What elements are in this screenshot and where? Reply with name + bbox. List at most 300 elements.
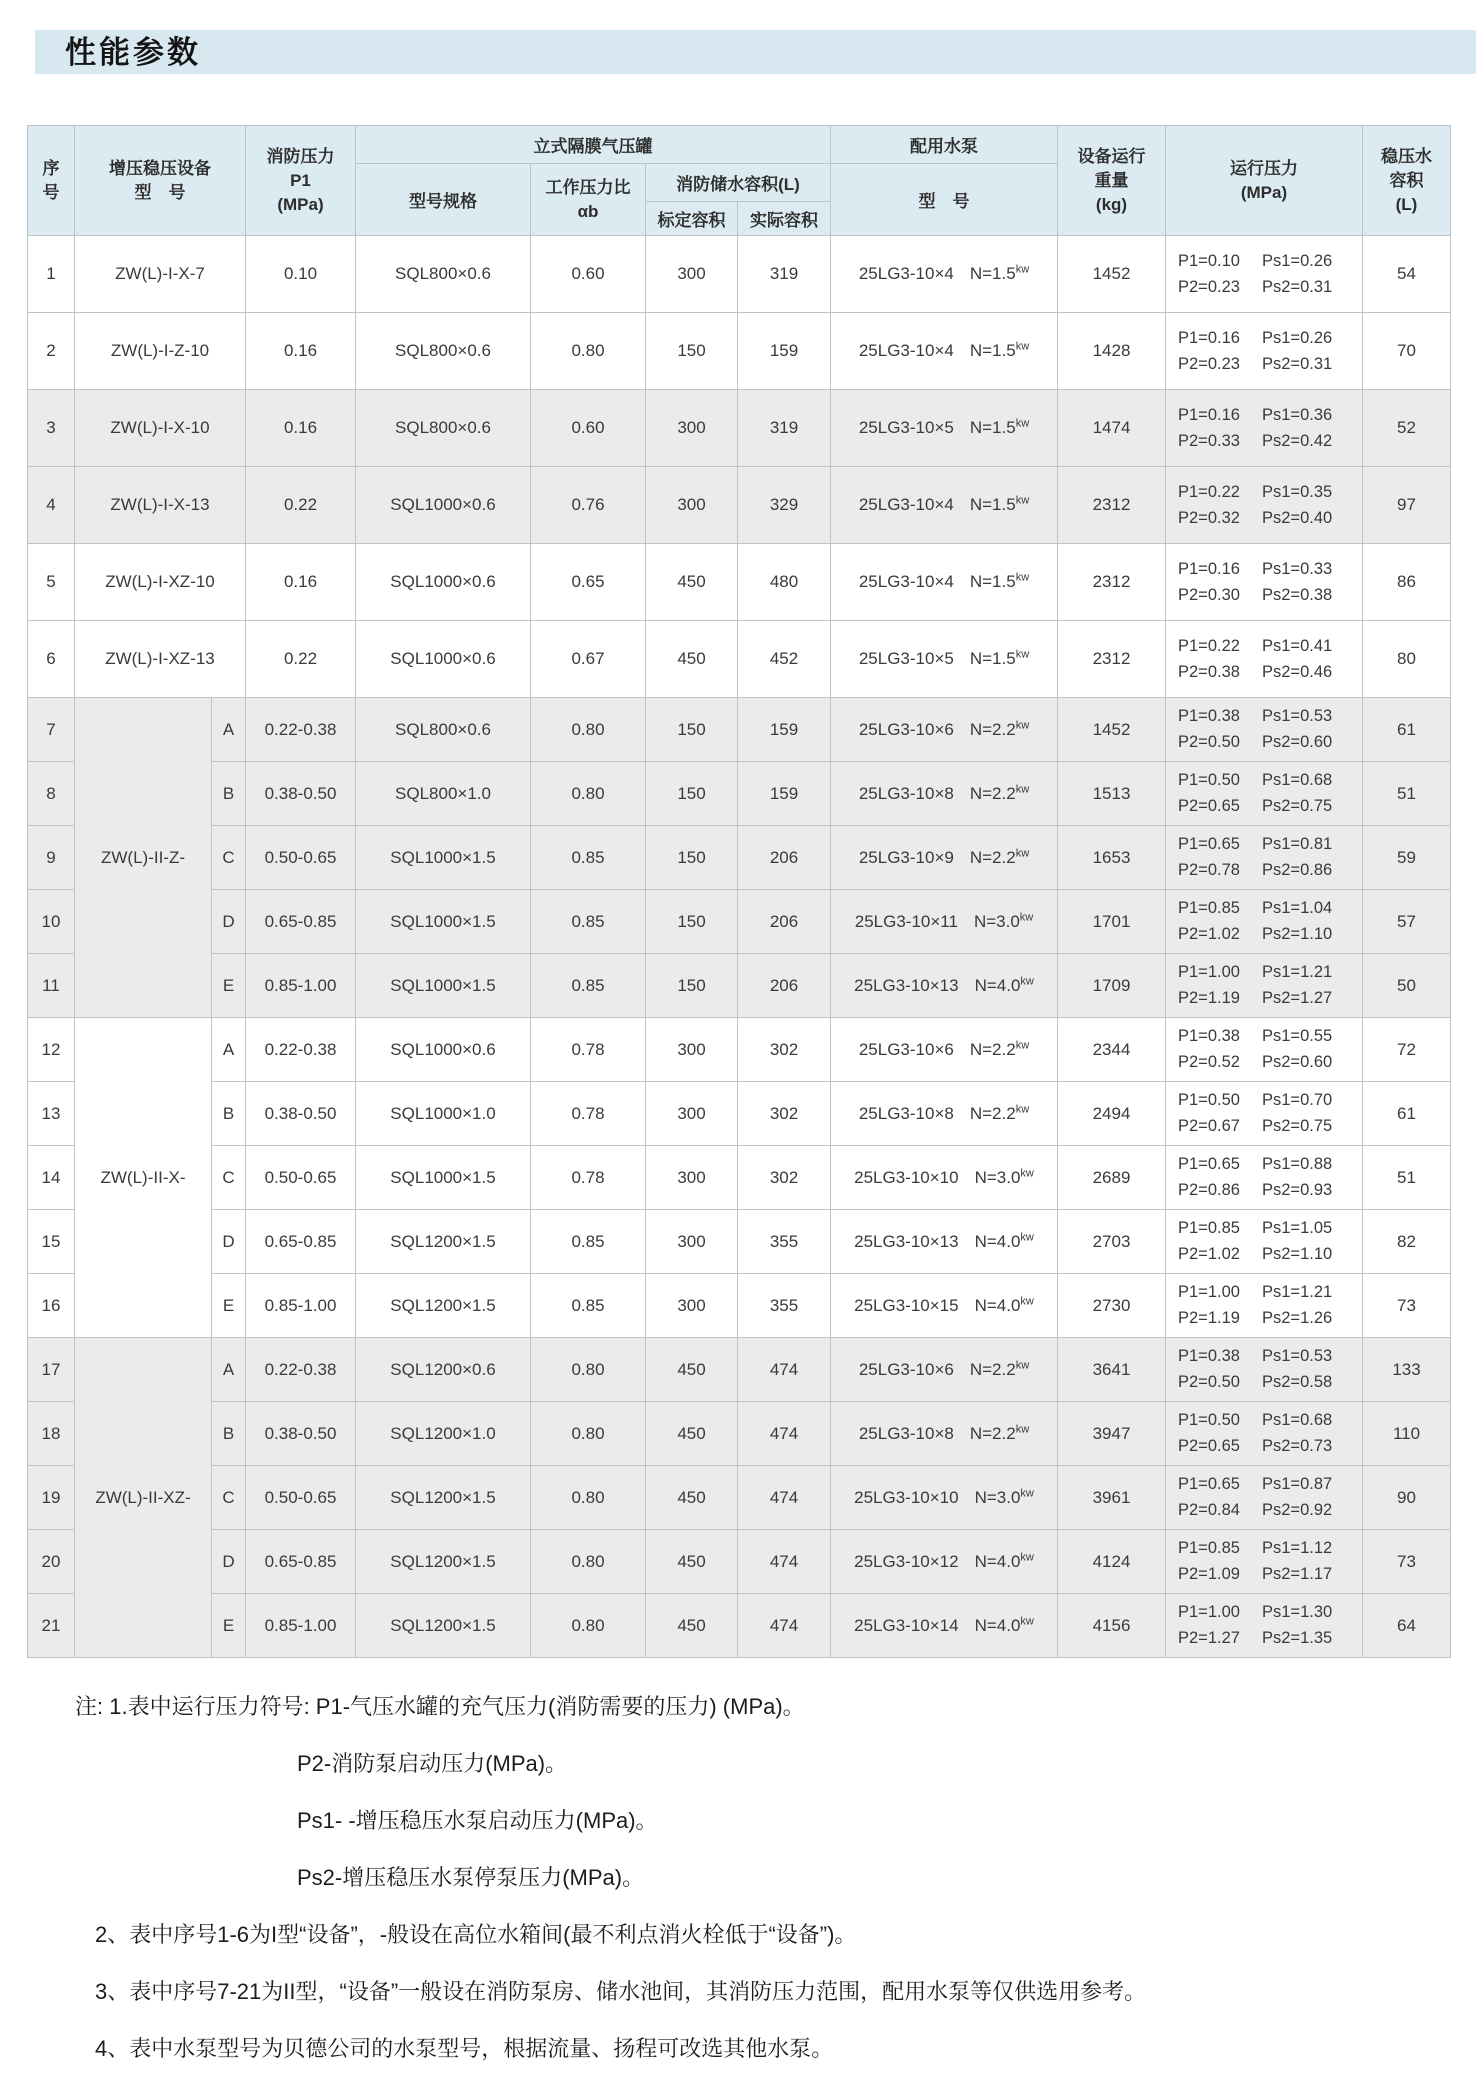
pressure-value: Ps1=0.35	[1262, 482, 1333, 501]
run-pressure-cell	[1166, 1274, 1363, 1338]
pump-model: 25LG3-10×13	[854, 975, 959, 995]
spec-cell: SQL800×0.6	[356, 698, 531, 762]
table-row	[28, 1338, 1451, 1402]
work-ratio-cell: 0.60	[531, 236, 646, 313]
stable-volume-cell: 51	[1363, 762, 1451, 826]
pressure-value: Ps2=1.10	[1262, 925, 1333, 943]
work-ratio-cell: 0.80	[531, 1594, 646, 1658]
pressure-value: Ps1=1.30	[1262, 1603, 1333, 1621]
col-spec-header: 型号规格	[356, 164, 531, 236]
actual-volume-cell: 474	[738, 1466, 831, 1530]
model-cell: ZW(L)-I-X-13	[75, 467, 246, 544]
seq-header-line2: 号	[42, 182, 60, 202]
spec-cell: SQL1000×1.5	[356, 890, 531, 954]
work-ratio-cell: 0.76	[531, 467, 646, 544]
model-cell: ZW(L)-I-XZ-13	[75, 621, 246, 698]
model-letter-cell: E	[212, 954, 246, 1018]
spec-cell: SQL1000×0.6	[356, 467, 531, 544]
pressure-value: Ps1=0.53	[1262, 1347, 1333, 1365]
pump-model: 25LG3-10×14	[854, 1615, 959, 1635]
work-ratio-cell: 0.80	[531, 1466, 646, 1530]
pressure-value: Ps2=0.60	[1262, 1053, 1333, 1071]
actual-volume-cell: 302	[738, 1018, 831, 1082]
model-cell: ZW(L)-I-XZ-10	[75, 544, 246, 621]
pump-power: $N=1.5^{kw}$	[969, 494, 1030, 515]
fire-pressure-cell: 0.85-1.00	[246, 954, 356, 1018]
spec-cell: SQL1200×1.0	[356, 1402, 531, 1466]
spec-cell: SQL1200×1.5	[356, 1530, 531, 1594]
fire-pressure-cell: 0.22	[246, 467, 356, 544]
pump-cell	[831, 1338, 1058, 1402]
pump-cell	[831, 621, 1058, 698]
pressure-value: Ps2=1.35	[1262, 1629, 1333, 1647]
table-row	[28, 890, 1451, 954]
pressure-value: P1=0.16	[1178, 559, 1240, 578]
notes	[0, 1692, 1476, 2091]
table-row	[28, 236, 1451, 313]
actual-volume-cell: 159	[738, 698, 831, 762]
pressure-value: Ps1=0.41	[1262, 636, 1333, 655]
pressure-value: P1=1.00	[1178, 963, 1240, 981]
spec-cell: SQL1000×1.5	[356, 826, 531, 890]
run-pressure-values	[1166, 1283, 1362, 1328]
pressure-value: P2=1.27	[1178, 1629, 1240, 1647]
pressure-value: P1=1.00	[1178, 1283, 1240, 1301]
stable-volume-cell: 82	[1363, 1210, 1451, 1274]
work-ratio-cell: 0.80	[531, 698, 646, 762]
work-ratio-cell: 0.85	[531, 1210, 646, 1274]
fire-pressure-cell: 0.65-0.85	[246, 1530, 356, 1594]
pressure-value: Ps1=0.81	[1262, 835, 1333, 853]
rated-volume-cell: 450	[646, 1402, 738, 1466]
pump-cell	[831, 544, 1058, 621]
stable-volume-cell: 64	[1363, 1594, 1451, 1658]
run-pressure-values	[1166, 1091, 1362, 1136]
weight-cell: 1701	[1058, 890, 1166, 954]
pressure-value: P1=0.85	[1178, 899, 1240, 917]
weight-cell: 2344	[1058, 1018, 1166, 1082]
pressure-value: Ps1=0.53	[1262, 707, 1333, 725]
pump-power: $N=2.2^{kw}$	[969, 847, 1030, 867]
pump-cell	[831, 826, 1058, 890]
tank-group-header: 立式隔膜气压罐	[356, 126, 831, 164]
pressure-value: P2=0.32	[1178, 508, 1240, 527]
pressure-value: Ps2=1.27	[1262, 989, 1333, 1007]
work-ratio-cell: 0.60	[531, 390, 646, 467]
pressure-value: P2=1.09	[1178, 1565, 1240, 1583]
pump-cell	[831, 954, 1058, 1018]
pressure-value: Ps2=0.38	[1262, 585, 1333, 604]
rated-volume-cell: 150	[646, 954, 738, 1018]
run-pressure-cell	[1166, 236, 1363, 313]
weight-cell: 1452	[1058, 236, 1166, 313]
pump-power: $N=2.2^{kw}$	[969, 1039, 1030, 1059]
rated-volume-cell: 300	[646, 1018, 738, 1082]
pump-model: 25LG3-10×6	[858, 1359, 954, 1379]
fire-pressure-cell: 0.22	[246, 621, 356, 698]
col-seq-header	[28, 126, 75, 236]
table-row	[28, 621, 1451, 698]
pressure-value: Ps1=0.26	[1262, 328, 1333, 347]
pressure-value: P2=0.50	[1178, 1373, 1240, 1391]
seq-cell: 11	[28, 954, 75, 1018]
run-pressure-values	[1166, 560, 1362, 605]
fire-pressure-cell: 0.50-0.65	[246, 1466, 356, 1530]
model-header-line2: 型 号	[134, 182, 186, 202]
col-weight-header	[1058, 126, 1166, 236]
seq-cell: 3	[28, 390, 75, 467]
stable-volume-line2: 容积	[1389, 170, 1424, 190]
fire-pressure-cell: 0.38-0.50	[246, 1402, 356, 1466]
run-pressure-cell	[1166, 762, 1363, 826]
model-letter-cell: A	[212, 1018, 246, 1082]
model-header-line1: 增压稳压设备	[109, 158, 211, 178]
stable-volume-cell: 72	[1363, 1018, 1451, 1082]
model-cell: ZW(L)-I-X-10	[75, 390, 246, 467]
table-row	[28, 1594, 1451, 1658]
spec-cell: SQL1200×1.5	[356, 1210, 531, 1274]
actual-volume-cell: 474	[738, 1594, 831, 1658]
pump-cell	[831, 1274, 1058, 1338]
note-1: 注: 1.表中运行压力符号: P1-气压水罐的充气压力(消防需要的压力) (MPa)。	[75, 1694, 805, 1719]
weight-header-line3: (kg)	[1095, 194, 1128, 214]
seq-cell: 17	[28, 1338, 75, 1402]
rated-volume-cell: 300	[646, 1146, 738, 1210]
run-pressure-values	[1166, 1027, 1362, 1072]
pressure-value: Ps2=0.93	[1262, 1181, 1333, 1199]
work-ratio-cell: 0.85	[531, 890, 646, 954]
pressure-value: Ps1=0.26	[1262, 251, 1333, 270]
spec-cell: SQL800×0.6	[356, 390, 531, 467]
run-pressure-values	[1166, 329, 1362, 374]
pump-power: $N=2.2^{kw}$	[969, 783, 1030, 803]
actual-volume-cell: 452	[738, 621, 831, 698]
model-letter-cell: A	[212, 1338, 246, 1402]
pressure-value: P2=0.30	[1178, 585, 1240, 604]
pump-model: 25LG3-10×8	[858, 783, 954, 803]
pressure-value: Ps2=1.10	[1262, 1245, 1333, 1263]
spec-cell: SQL1000×0.6	[356, 621, 531, 698]
pump-model: 25LG3-10×15	[854, 1295, 959, 1315]
pressure-value: Ps2=0.46	[1262, 662, 1333, 681]
table-row	[28, 826, 1451, 890]
pressure-value: P2=0.38	[1178, 662, 1240, 681]
run-pressure-values	[1166, 771, 1362, 816]
pressure-value: P2=0.65	[1178, 797, 1240, 815]
table-row	[28, 544, 1451, 621]
rated-volume-cell: 450	[646, 1594, 738, 1658]
stable-volume-cell: 52	[1363, 390, 1451, 467]
run-pressure-values	[1166, 899, 1362, 944]
table-row	[28, 1402, 1451, 1466]
pump-cell	[831, 1402, 1058, 1466]
work-ratio-cell: 0.85	[531, 954, 646, 1018]
pressure-value: P1=0.50	[1178, 771, 1240, 789]
table-row	[28, 1274, 1451, 1338]
run-pressure-values	[1166, 1347, 1362, 1392]
work-ratio-cell: 0.80	[531, 313, 646, 390]
seq-cell: 8	[28, 762, 75, 826]
pump-model: 25LG3-10×4	[858, 572, 954, 592]
table-row	[28, 390, 1451, 467]
pressure-value: P1=0.38	[1178, 707, 1240, 725]
weight-cell: 2689	[1058, 1146, 1166, 1210]
model-group-cell: ZW(L)-II-Z-	[75, 698, 212, 1018]
seq-cell: 6	[28, 621, 75, 698]
spec-cell: SQL1200×1.5	[356, 1594, 531, 1658]
col-rated-header: 标定容积	[646, 202, 738, 236]
actual-volume-cell: 319	[738, 236, 831, 313]
col-run-pressure-header	[1166, 126, 1363, 236]
run-pressure-cell	[1166, 1018, 1363, 1082]
actual-volume-cell: 480	[738, 544, 831, 621]
run-pressure-values	[1166, 963, 1362, 1008]
work-ratio-cell: 0.67	[531, 621, 646, 698]
run-pressure-cell	[1166, 890, 1363, 954]
pump-cell	[831, 698, 1058, 762]
note-2: 2、表中序号1-6为I型“设备”，-般设在高位水箱间(最不利点消火栓低于“设备”)。	[95, 1922, 857, 1947]
pressure-value: Ps1=1.05	[1262, 1219, 1333, 1237]
pressure-value: Ps2=1.17	[1262, 1565, 1333, 1583]
pump-cell	[831, 236, 1058, 313]
work-ratio-cell: 0.78	[531, 1082, 646, 1146]
pump-model: 25LG3-10×10	[854, 1167, 959, 1187]
model-letter-cell: B	[212, 1082, 246, 1146]
seq-cell: 21	[28, 1594, 75, 1658]
table-row	[28, 698, 1451, 762]
work-ratio-cell: 0.65	[531, 544, 646, 621]
run-pressure-cell	[1166, 826, 1363, 890]
pressure-value: Ps1=1.12	[1262, 1539, 1333, 1557]
pressure-value: Ps1=0.68	[1262, 771, 1333, 789]
model-letter-cell: C	[212, 1466, 246, 1530]
rated-volume-cell: 300	[646, 1082, 738, 1146]
stable-volume-cell: 73	[1363, 1274, 1451, 1338]
fire-pressure-cell: 0.85-1.00	[246, 1594, 356, 1658]
pressure-value: P2=1.19	[1178, 989, 1240, 1007]
pump-model: 25LG3-10×4	[858, 495, 954, 515]
pump-power: $N=1.5^{kw}$	[969, 263, 1030, 284]
pump-cell	[831, 467, 1058, 544]
actual-volume-cell: 474	[738, 1530, 831, 1594]
model-letter-cell: E	[212, 1594, 246, 1658]
weight-cell: 1709	[1058, 954, 1166, 1018]
model-letter-cell: A	[212, 698, 246, 762]
seq-cell: 13	[28, 1082, 75, 1146]
seq-header-line1: 序	[42, 158, 60, 178]
pressure-value: Ps2=0.75	[1262, 1117, 1333, 1135]
weight-cell: 2312	[1058, 621, 1166, 698]
seq-cell: 20	[28, 1530, 75, 1594]
pressure-value: P2=1.19	[1178, 1309, 1240, 1327]
pump-model: 25LG3-10×5	[858, 418, 954, 438]
pressure-value: P2=0.50	[1178, 733, 1240, 751]
seq-cell: 7	[28, 698, 75, 762]
pump-power: $N=1.5^{kw}$	[969, 648, 1030, 669]
weight-cell: 4156	[1058, 1594, 1166, 1658]
run-pressure-cell	[1166, 698, 1363, 762]
actual-volume-cell: 329	[738, 467, 831, 544]
stable-volume-cell: 50	[1363, 954, 1451, 1018]
run-pressure-values	[1166, 1475, 1362, 1520]
model-cell: ZW(L)-I-X-7	[75, 236, 246, 313]
fire-pressure-cell: 0.10	[246, 236, 356, 313]
pressure-value: P1=0.10	[1178, 251, 1240, 270]
pump-cell	[831, 1466, 1058, 1530]
model-letter-cell: E	[212, 1274, 246, 1338]
pump-model: 25LG3-10×6	[858, 1039, 954, 1059]
work-ratio-line1: 工作压力比	[545, 177, 631, 197]
pump-model: 25LG3-10×9	[858, 847, 954, 867]
pressure-value: Ps2=0.40	[1262, 508, 1333, 527]
pressure-value: Ps2=0.60	[1262, 733, 1333, 751]
spec-cell: SQL1000×0.6	[356, 544, 531, 621]
fire-pressure-cell: 0.22-0.38	[246, 1018, 356, 1082]
work-ratio-cell: 0.80	[531, 1530, 646, 1594]
model-letter-cell: C	[212, 826, 246, 890]
pump-power: $N=2.2^{kw}$	[969, 1103, 1030, 1123]
spec-cell: SQL1200×1.5	[356, 1274, 531, 1338]
rated-volume-cell: 300	[646, 467, 738, 544]
seq-cell: 10	[28, 890, 75, 954]
weight-cell: 2730	[1058, 1274, 1166, 1338]
work-ratio-cell: 0.78	[531, 1146, 646, 1210]
table-wrap	[27, 125, 1451, 1658]
run-pressure-cell	[1166, 390, 1363, 467]
pressure-value: Ps1=1.21	[1262, 1283, 1333, 1301]
spec-cell: SQL800×0.6	[356, 313, 531, 390]
weight-cell: 3947	[1058, 1402, 1166, 1466]
pump-model: 25LG3-10×5	[858, 649, 954, 669]
spec-cell: SQL1000×1.0	[356, 1082, 531, 1146]
model-group-cell: ZW(L)-II-X-	[75, 1018, 212, 1338]
note-4: 4、表中水泵型号为贝德公司的水泵型号，根据流量、扬程可改选其他水泵。	[95, 2036, 834, 2061]
seq-cell: 14	[28, 1146, 75, 1210]
col-model-header	[75, 126, 246, 236]
pump-power: $N=4.0^{kw}$	[974, 1295, 1034, 1315]
pressure-value: P2=0.23	[1178, 354, 1240, 373]
pump-power: $N=2.2^{kw}$	[969, 1423, 1030, 1443]
weight-cell: 3641	[1058, 1338, 1166, 1402]
actual-volume-cell: 355	[738, 1210, 831, 1274]
actual-volume-cell: 302	[738, 1146, 831, 1210]
pressure-value: P2=0.84	[1178, 1501, 1240, 1519]
pump-power: $N=2.2^{kw}$	[969, 1359, 1030, 1379]
pump-model: 25LG3-10×6	[858, 719, 954, 739]
spec-cell: SQL1200×1.5	[356, 1466, 531, 1530]
rated-volume-cell: 300	[646, 236, 738, 313]
pressure-value: Ps2=0.73	[1262, 1437, 1333, 1455]
actual-volume-cell: 159	[738, 313, 831, 390]
pump-model: 25LG3-10×8	[858, 1423, 954, 1443]
rated-volume-cell: 300	[646, 1210, 738, 1274]
stable-volume-cell: 73	[1363, 1530, 1451, 1594]
pressure-value: Ps2=0.92	[1262, 1501, 1333, 1519]
pump-power: $N=4.0^{kw}$	[974, 1551, 1034, 1571]
work-ratio-cell: 0.85	[531, 826, 646, 890]
pump-power: $N=1.5^{kw}$	[969, 571, 1030, 592]
weight-header-line1: 设备运行	[1077, 146, 1146, 166]
run-pressure-cell	[1166, 1594, 1363, 1658]
pump-power: $N=4.0^{kw}$	[974, 1231, 1034, 1251]
rated-volume-cell: 150	[646, 698, 738, 762]
fire-pressure-cell: 0.38-0.50	[246, 762, 356, 826]
pump-group-header: 配用水泵	[831, 126, 1058, 164]
seq-cell: 4	[28, 467, 75, 544]
pump-cell	[831, 313, 1058, 390]
pump-model: 25LG3-10×13	[854, 1231, 959, 1251]
pressure-value: P1=0.65	[1178, 1155, 1240, 1173]
rated-volume-cell: 450	[646, 1338, 738, 1402]
seq-cell: 18	[28, 1402, 75, 1466]
run-pressure-cell	[1166, 467, 1363, 544]
pressure-value: P2=0.23	[1178, 277, 1240, 296]
model-letter-cell: D	[212, 890, 246, 954]
spec-cell: SQL800×1.0	[356, 762, 531, 826]
actual-volume-cell: 319	[738, 390, 831, 467]
table-row	[28, 762, 1451, 826]
pump-power: $N=1.5^{kw}$	[969, 417, 1030, 438]
fire-pressure-cell: 0.22-0.38	[246, 1338, 356, 1402]
pressure-value: Ps2=0.86	[1262, 861, 1333, 879]
rated-volume-cell: 150	[646, 313, 738, 390]
model-letter-cell: B	[212, 1402, 246, 1466]
model-letter-cell: B	[212, 762, 246, 826]
stable-volume-cell: 51	[1363, 1146, 1451, 1210]
pressure-value: P2=0.67	[1178, 1117, 1240, 1135]
work-ratio-line2: αb	[577, 201, 599, 221]
stable-volume-cell: 80	[1363, 621, 1451, 698]
pump-power: $N=3.0^{kw}$	[974, 1167, 1034, 1187]
spec-cell: SQL1000×0.6	[356, 1018, 531, 1082]
col-work-ratio-header	[531, 164, 646, 236]
pump-model: 25LG3-10×4	[858, 341, 954, 361]
table-row	[28, 1082, 1451, 1146]
run-pressure-cell	[1166, 1210, 1363, 1274]
pressure-value: P2=1.02	[1178, 1245, 1240, 1263]
weight-cell: 1513	[1058, 762, 1166, 826]
pressure-value: P2=0.52	[1178, 1053, 1240, 1071]
pump-model: 25LG3-10×11	[854, 911, 958, 931]
col-stable-volume-header	[1363, 126, 1451, 236]
pressure-value: Ps1=0.70	[1262, 1091, 1333, 1109]
col-fire-pressure-header	[246, 126, 356, 236]
seq-cell: 19	[28, 1466, 75, 1530]
pressure-value: P1=0.16	[1178, 405, 1240, 424]
fire-pressure-cell: 0.65-0.85	[246, 1210, 356, 1274]
pressure-value: Ps2=0.58	[1262, 1373, 1333, 1391]
note-1-sub-ps2: Ps2-增压稳压水泵停泵压力(MPa)。	[297, 1865, 645, 1890]
table-row	[28, 1466, 1451, 1530]
stable-volume-cell: 59	[1363, 826, 1451, 890]
pump-cell	[831, 1530, 1058, 1594]
stable-volume-cell: 97	[1363, 467, 1451, 544]
fire-pressure-cell: 0.65-0.85	[246, 890, 356, 954]
rated-volume-cell: 150	[646, 890, 738, 954]
stable-volume-line3: (L)	[1395, 194, 1418, 214]
pressure-value: Ps2=0.42	[1262, 431, 1333, 450]
weight-header-line2: 重量	[1094, 170, 1129, 190]
table-row	[28, 1146, 1451, 1210]
actual-volume-cell: 159	[738, 762, 831, 826]
pressure-value: Ps2=0.31	[1262, 354, 1333, 373]
rated-volume-cell: 450	[646, 621, 738, 698]
pressure-value: P1=1.00	[1178, 1603, 1240, 1621]
performance-table	[27, 125, 1451, 1658]
weight-cell: 3961	[1058, 1466, 1166, 1530]
page-title: 性能参数	[65, 35, 201, 70]
model-letter-cell: D	[212, 1530, 246, 1594]
